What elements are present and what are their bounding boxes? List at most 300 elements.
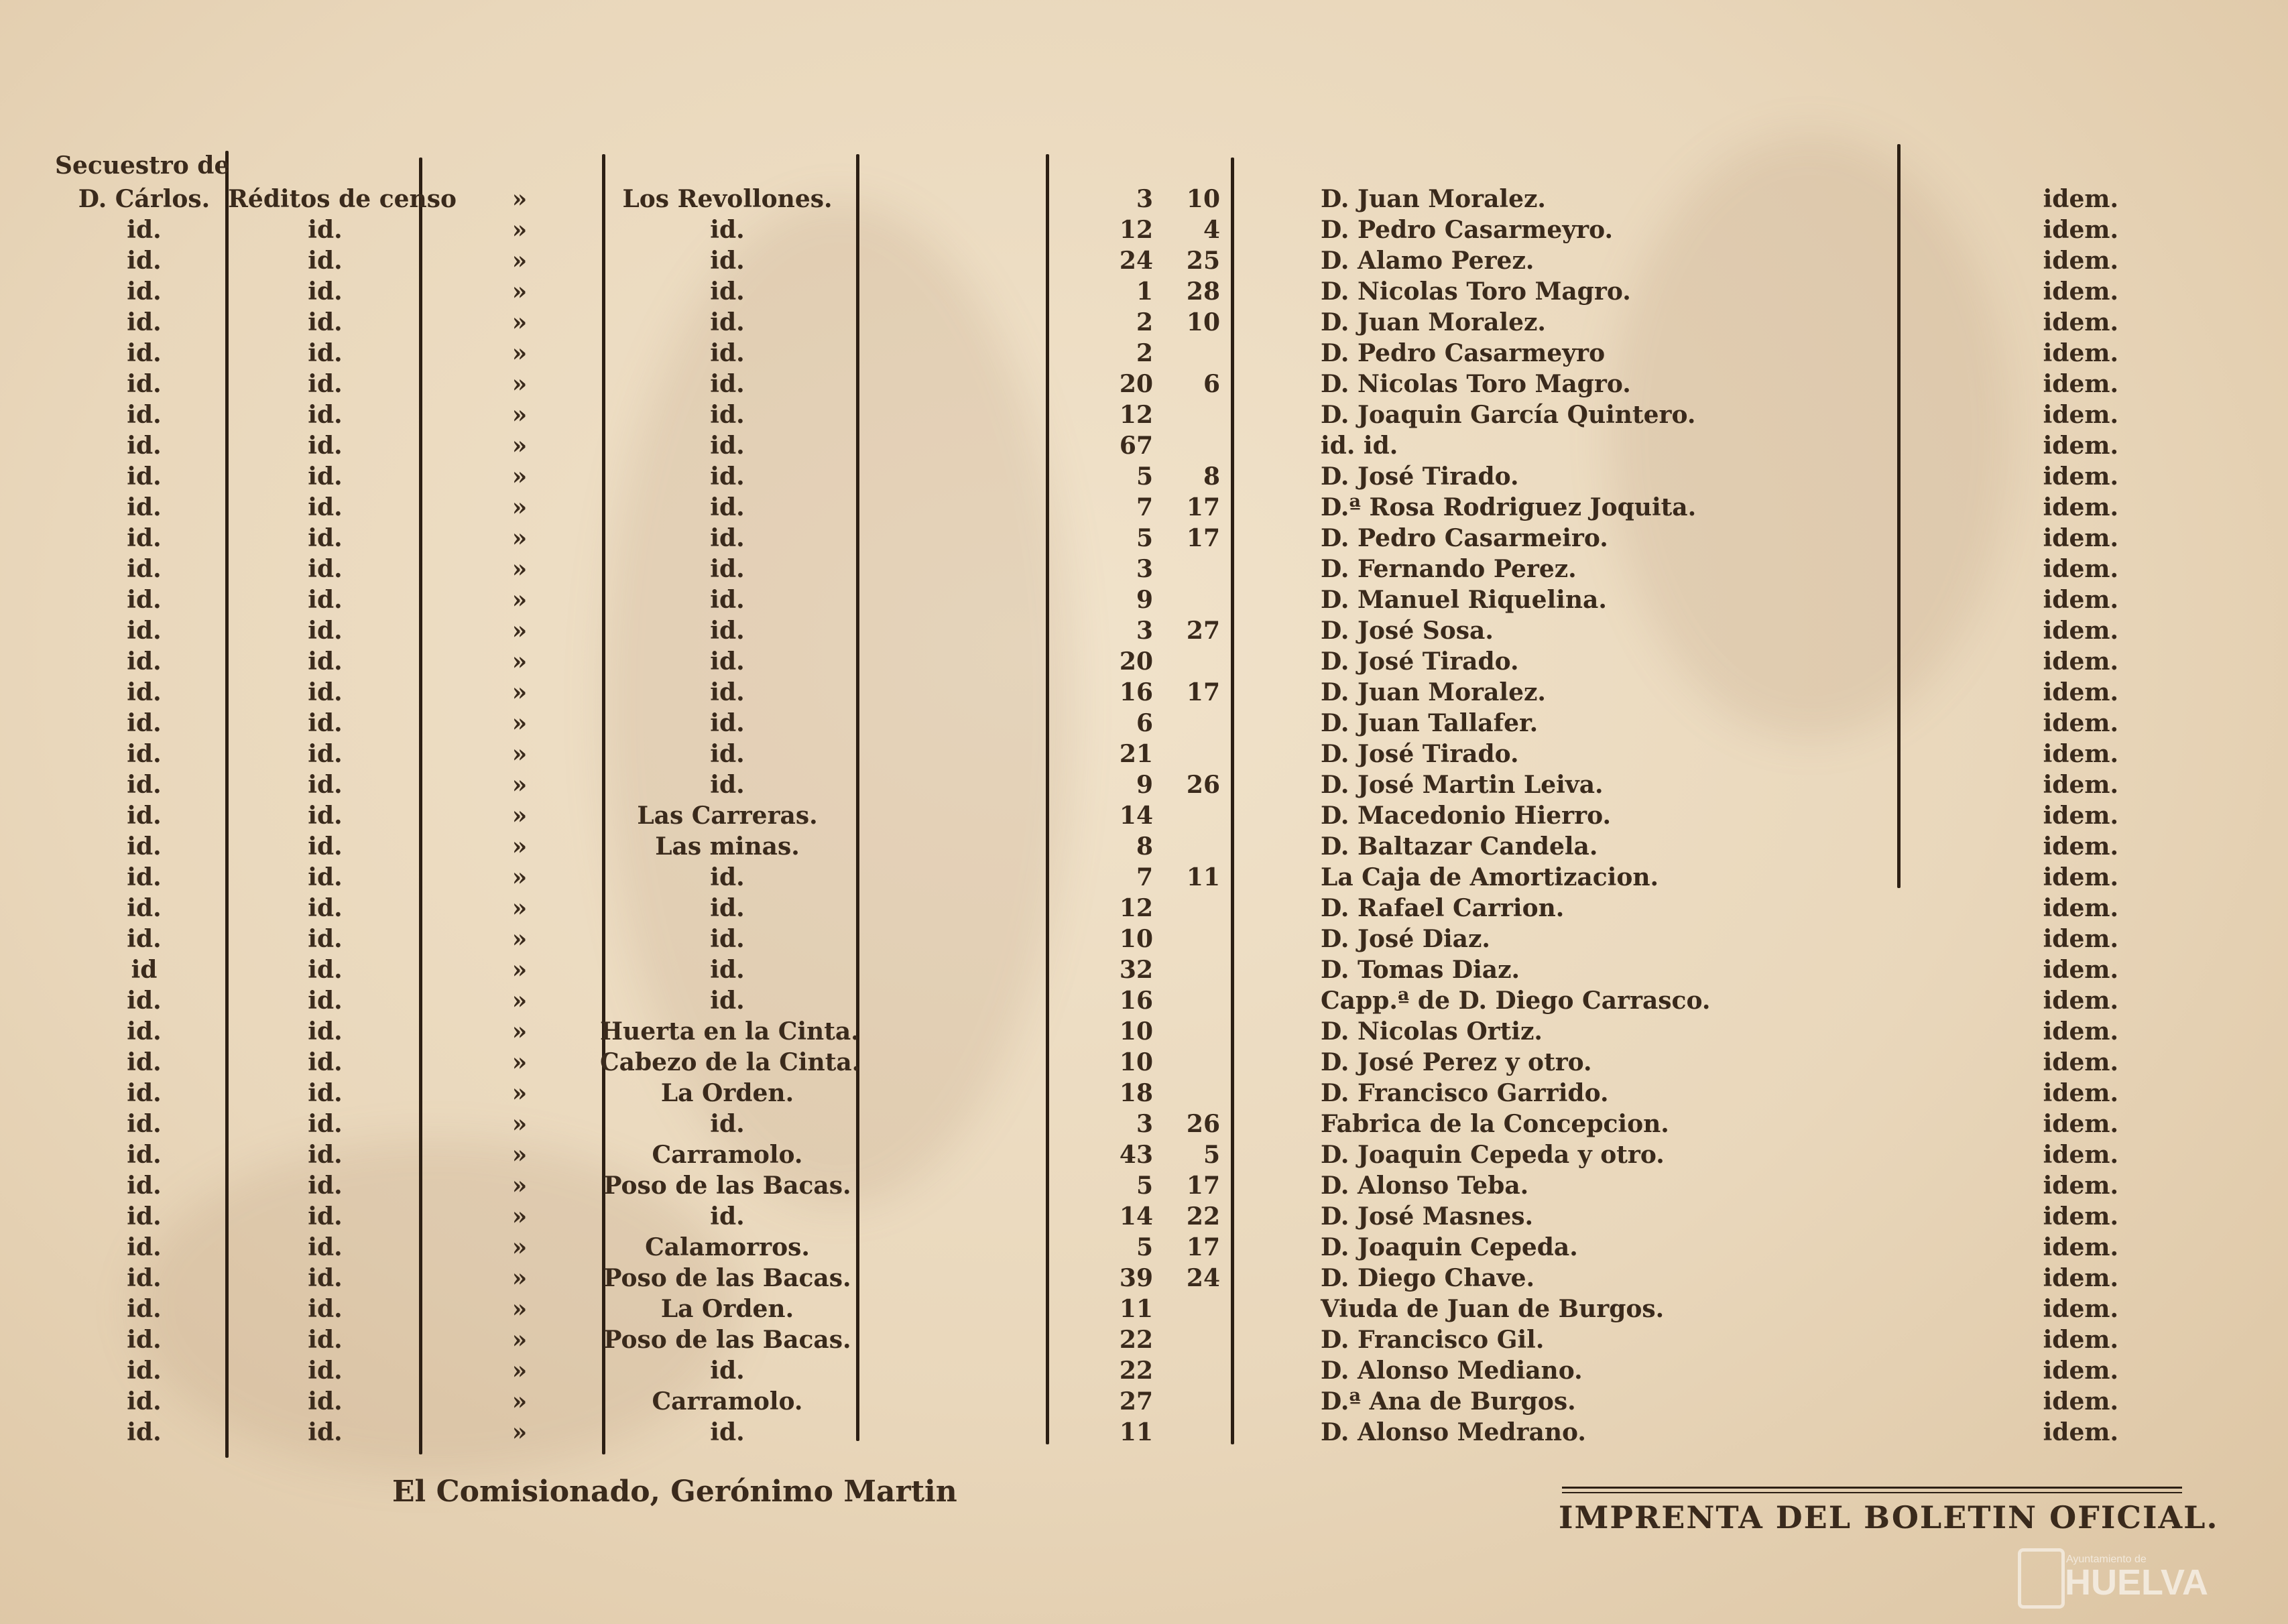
row-col5: 10: [1119, 1017, 1153, 1046]
row-col4: id.: [710, 216, 745, 244]
row-col2: id.: [308, 401, 343, 429]
row-col5: 11: [1119, 1418, 1153, 1446]
row-col7: D. Joaquin Cepeda y otro.: [1321, 1141, 1665, 1169]
table-row: [0, 399, 2288, 430]
row-col8: idem.: [2043, 1264, 2118, 1292]
row-col3: »: [511, 956, 528, 984]
row-col6: 11: [1186, 863, 1220, 891]
row-col2: id.: [308, 1202, 343, 1231]
watermark-subtitle: Ayuntamiento de: [2066, 1554, 2147, 1565]
table-row: [0, 1294, 2288, 1324]
row-col1: id: [131, 956, 158, 984]
row-col4: id.: [710, 339, 745, 367]
row-col3: »: [511, 432, 528, 460]
row-col3: »: [511, 247, 528, 275]
row-col5: 5: [1136, 462, 1153, 491]
row-col3: »: [511, 802, 528, 830]
row-col4: id.: [710, 432, 745, 460]
row-col8: idem.: [2043, 709, 2118, 737]
row-col1: id.: [127, 925, 162, 953]
row-col5: 22: [1119, 1326, 1153, 1354]
row-col2: id.: [308, 216, 343, 244]
row-col7: Capp.ª de D. Diego Carrasco.: [1321, 987, 1711, 1015]
row-col4: id.: [710, 370, 745, 398]
row-col6: 28: [1186, 277, 1220, 306]
header-row: [0, 184, 2288, 214]
row-col1: id.: [127, 462, 162, 491]
row-col3: »: [511, 1202, 528, 1231]
row-col2: id.: [308, 1079, 343, 1107]
row-col3: »: [511, 1326, 528, 1354]
row-col2: id.: [308, 1141, 343, 1169]
row-col4: id.: [710, 493, 745, 521]
row-col4: id.: [710, 771, 745, 799]
row-col4: Cabezo de la Cinta.: [600, 1048, 861, 1076]
row-col3: »: [511, 1079, 528, 1107]
row-col3: »: [511, 1110, 528, 1138]
table-row: [0, 985, 2288, 1016]
row-col7: Viuda de Juan de Burgos.: [1321, 1295, 1665, 1323]
row-col8: idem.: [2043, 216, 2118, 244]
row-col4: id.: [710, 925, 745, 953]
row-col5: 7: [1136, 863, 1153, 891]
row-col1: id.: [127, 1202, 162, 1231]
row-col1: id.: [127, 493, 162, 521]
row-col7: D. Nicolas Ortiz.: [1321, 1017, 1543, 1046]
header-col2: Réditos de censo: [228, 185, 457, 213]
row-col2: id.: [308, 925, 343, 953]
row-col5: 21: [1119, 740, 1153, 768]
table-row: [0, 954, 2288, 985]
row-col5: 3: [1136, 1110, 1153, 1138]
row-col5: 24: [1119, 247, 1153, 275]
row-col3: »: [511, 678, 528, 706]
row-col4: Carramolo.: [652, 1141, 803, 1169]
row-col4: Huerta en la Cinta.: [600, 1017, 859, 1046]
row-col2: id.: [308, 277, 343, 306]
row-col1: id.: [127, 216, 162, 244]
row-col5: 11: [1119, 1295, 1153, 1323]
row-col2: id.: [308, 339, 343, 367]
table-row: [0, 739, 2288, 769]
row-col5: 22: [1119, 1357, 1153, 1385]
row-col1: id.: [127, 1079, 162, 1107]
row-col3: »: [511, 1295, 528, 1323]
row-col8: idem.: [2043, 956, 2118, 984]
row-col1: id.: [127, 678, 162, 706]
row-col5: 9: [1136, 586, 1153, 614]
row-col5: 43: [1119, 1141, 1153, 1169]
row-col5: 1: [1136, 277, 1153, 306]
row-col4: id.: [710, 586, 745, 614]
row-col7: D. José Diaz.: [1321, 925, 1490, 953]
row-col8: idem.: [2043, 863, 2118, 891]
row-col7: D. Alamo Perez.: [1321, 247, 1534, 275]
row-col4: id.: [710, 308, 745, 336]
table-row: [0, 523, 2288, 554]
row-col3: »: [511, 709, 528, 737]
row-col5: 6: [1136, 709, 1153, 737]
row-col1: id.: [127, 308, 162, 336]
row-col1: id.: [127, 740, 162, 768]
row-col3: »: [511, 586, 528, 614]
row-col2: id.: [308, 771, 343, 799]
row-col1: id.: [127, 586, 162, 614]
row-col3: »: [511, 1387, 528, 1416]
row-col7: D.ª Ana de Burgos.: [1321, 1387, 1576, 1416]
row-col2: id.: [308, 247, 343, 275]
row-col8: idem.: [2043, 555, 2118, 583]
table-row: [0, 584, 2288, 615]
row-col8: idem.: [2043, 524, 2118, 552]
row-col8: idem.: [2043, 647, 2118, 676]
table-row: [0, 1016, 2288, 1047]
table-row: [0, 615, 2288, 646]
row-col2: id.: [308, 987, 343, 1015]
row-col7: D. Juan Tallafer.: [1321, 709, 1539, 737]
row-col3: »: [511, 277, 528, 306]
row-col7: D. José Perez y otro.: [1321, 1048, 1592, 1076]
row-col2: id.: [308, 894, 343, 922]
row-col6: 25: [1186, 247, 1220, 275]
row-col7: D.ª Rosa Rodriguez Joquita.: [1321, 493, 1697, 521]
row-col7: D. José Tirado.: [1321, 647, 1519, 676]
table-row: [0, 769, 2288, 800]
header-col8: idem.: [2043, 185, 2118, 213]
row-col4: id.: [710, 401, 745, 429]
row-col2: id.: [308, 1295, 343, 1323]
row-col7: D. Pedro Casarmeyro: [1321, 339, 1606, 367]
row-col1: id.: [127, 617, 162, 645]
row-col2: id.: [308, 1172, 343, 1200]
row-col7: D. José Tirado.: [1321, 740, 1519, 768]
row-col4: Calamorros.: [645, 1233, 810, 1261]
row-col2: id.: [308, 308, 343, 336]
row-col2: id.: [308, 370, 343, 398]
row-col1: id.: [127, 1233, 162, 1261]
table-row: [0, 338, 2288, 369]
row-col5: 2: [1136, 308, 1153, 336]
row-col5: 27: [1119, 1387, 1153, 1416]
table-row: [0, 1109, 2288, 1139]
row-col8: idem.: [2043, 1295, 2118, 1323]
row-col4: id.: [710, 647, 745, 676]
table-row: [0, 1232, 2288, 1263]
row-col2: id.: [308, 617, 343, 645]
row-col8: idem.: [2043, 586, 2118, 614]
row-col4: id.: [710, 524, 745, 552]
row-col2: id.: [308, 709, 343, 737]
row-col5: 5: [1136, 1172, 1153, 1200]
row-col3: »: [511, 740, 528, 768]
row-col1: id.: [127, 802, 162, 830]
row-col7: D. Baltazar Candela.: [1321, 832, 1598, 861]
row-col1: id.: [127, 277, 162, 306]
row-col3: »: [511, 1172, 528, 1200]
row-col5: 12: [1119, 401, 1153, 429]
table-row: [0, 430, 2288, 461]
row-col7: La Caja de Amortizacion.: [1321, 863, 1659, 891]
row-col8: idem.: [2043, 1202, 2118, 1231]
header-col1-line1: Secuestro de: [55, 151, 230, 180]
row-col3: »: [511, 1418, 528, 1446]
table-row: [0, 276, 2288, 307]
row-col1: id.: [127, 339, 162, 367]
row-col2: id.: [308, 1387, 343, 1416]
row-col2: id.: [308, 555, 343, 583]
row-col5: 8: [1136, 832, 1153, 861]
row-col7: D. Macedonio Hierro.: [1321, 802, 1612, 830]
row-col2: id.: [308, 1017, 343, 1046]
row-col2: id.: [308, 1048, 343, 1076]
row-col5: 18: [1119, 1079, 1153, 1107]
table-row: [0, 307, 2288, 338]
row-col2: id.: [308, 1110, 343, 1138]
table-row: [0, 1324, 2288, 1355]
row-col4: id.: [710, 1202, 745, 1231]
row-col5: 7: [1136, 493, 1153, 521]
row-col4: Las Carreras.: [637, 802, 818, 830]
row-col2: id.: [308, 493, 343, 521]
row-col5: 2: [1136, 339, 1153, 367]
row-col5: 39: [1119, 1264, 1153, 1292]
row-col4: id.: [710, 462, 745, 491]
row-col7: D. Pedro Casarmeyro.: [1321, 216, 1614, 244]
row-col1: id.: [127, 863, 162, 891]
row-col8: idem.: [2043, 1110, 2118, 1138]
row-col5: 3: [1136, 555, 1153, 583]
row-col3: »: [511, 1357, 528, 1385]
row-col7: D. Juan Moralez.: [1321, 678, 1546, 706]
row-col8: idem.: [2043, 1326, 2118, 1354]
header-col1-line2: D. Cárlos.: [78, 185, 210, 213]
row-col1: id.: [127, 1141, 162, 1169]
row-col6: 17: [1186, 1172, 1220, 1200]
row-col4: La Orden.: [660, 1079, 794, 1107]
table-row: [0, 214, 2288, 245]
row-col5: 9: [1136, 771, 1153, 799]
row-col7: D. Alonso Teba.: [1321, 1172, 1529, 1200]
row-col8: idem.: [2043, 1387, 2118, 1416]
row-col2: id.: [308, 740, 343, 768]
row-col8: idem.: [2043, 493, 2118, 521]
table-row: [0, 492, 2288, 523]
row-col8: idem.: [2043, 401, 2118, 429]
row-col5: 5: [1136, 524, 1153, 552]
row-col3: »: [511, 1048, 528, 1076]
row-col1: id.: [127, 771, 162, 799]
row-col6: 17: [1186, 493, 1220, 521]
table-row: [0, 1047, 2288, 1078]
header-col5: 3: [1136, 185, 1153, 213]
row-col5: 3: [1136, 617, 1153, 645]
row-col4: id.: [710, 247, 745, 275]
row-col3: »: [511, 1017, 528, 1046]
row-col4: Poso de las Bacas.: [603, 1172, 851, 1200]
table-row: [0, 708, 2288, 739]
watermark-name: HUELVA: [2065, 1562, 2208, 1603]
row-col8: idem.: [2043, 247, 2118, 275]
row-col2: id.: [308, 1357, 343, 1385]
row-col3: »: [511, 925, 528, 953]
row-col3: »: [511, 894, 528, 922]
row-col6: 10: [1186, 308, 1220, 336]
table-row: [0, 1355, 2288, 1386]
row-col3: »: [511, 1233, 528, 1261]
row-col5: 10: [1119, 1048, 1153, 1076]
row-col4: id.: [710, 277, 745, 306]
row-col2: id.: [308, 832, 343, 861]
row-col5: 12: [1119, 894, 1153, 922]
row-col3: »: [511, 832, 528, 861]
row-col4: id.: [710, 555, 745, 583]
row-col2: id.: [308, 956, 343, 984]
row-col8: idem.: [2043, 1141, 2118, 1169]
row-col8: idem.: [2043, 771, 2118, 799]
row-col2: id.: [308, 678, 343, 706]
table-row: [0, 369, 2288, 399]
row-col1: id.: [127, 401, 162, 429]
row-col4: id.: [710, 709, 745, 737]
row-col8: idem.: [2043, 308, 2118, 336]
row-col8: idem.: [2043, 432, 2118, 460]
row-col8: idem.: [2043, 678, 2118, 706]
row-col7: D. Pedro Casarmeiro.: [1321, 524, 1608, 552]
row-col8: idem.: [2043, 462, 2118, 491]
row-col2: id.: [308, 863, 343, 891]
row-col1: id.: [127, 647, 162, 676]
row-col8: idem.: [2043, 339, 2118, 367]
header-col3: »: [511, 185, 528, 213]
row-col6: 6: [1203, 370, 1220, 398]
table-row: [0, 1201, 2288, 1232]
row-col8: idem.: [2043, 277, 2118, 306]
row-col7: D. Tomas Diaz.: [1321, 956, 1520, 984]
header-col4: Los Revollones.: [622, 185, 833, 213]
row-col7: id. id.: [1321, 432, 1398, 460]
table-row: [0, 1386, 2288, 1417]
row-col1: id.: [127, 894, 162, 922]
row-col3: »: [511, 524, 528, 552]
row-col2: id.: [308, 432, 343, 460]
row-col3: »: [511, 401, 528, 429]
row-col3: »: [511, 493, 528, 521]
row-col4: id.: [710, 1357, 745, 1385]
row-col3: »: [511, 1264, 528, 1292]
row-col5: 16: [1119, 678, 1153, 706]
row-col4: id.: [710, 740, 745, 768]
table-row: [0, 1170, 2288, 1201]
row-col7: D. José Masnes.: [1321, 1202, 1534, 1231]
row-col3: »: [511, 216, 528, 244]
row-col7: D. Nicolas Toro Magro.: [1321, 370, 1631, 398]
row-col1: id.: [127, 1418, 162, 1446]
row-col2: id.: [308, 586, 343, 614]
table-row: [0, 1078, 2288, 1109]
row-col5: 5: [1136, 1233, 1153, 1261]
row-col1: id.: [127, 1357, 162, 1385]
row-col8: idem.: [2043, 1048, 2118, 1076]
row-col8: idem.: [2043, 832, 2118, 861]
row-col7: D. Juan Moralez.: [1321, 308, 1546, 336]
table-row: [0, 677, 2288, 708]
row-col2: id.: [308, 524, 343, 552]
row-col8: idem.: [2043, 925, 2118, 953]
table-row: [0, 1417, 2288, 1448]
row-col6: 8: [1203, 462, 1220, 491]
row-col6: 17: [1186, 524, 1220, 552]
row-col3: »: [511, 647, 528, 676]
row-col2: id.: [308, 1233, 343, 1261]
row-col1: id.: [127, 1295, 162, 1323]
table-row: [0, 800, 2288, 831]
row-col8: idem.: [2043, 987, 2118, 1015]
row-col4: id.: [710, 987, 745, 1015]
row-col7: D. Nicolas Toro Magro.: [1321, 277, 1631, 306]
printer-imprint: IMPRENTA DEL BOLETIN OFICIAL.: [1559, 1499, 2219, 1536]
row-col8: idem.: [2043, 617, 2118, 645]
row-col3: »: [511, 370, 528, 398]
row-col5: 14: [1119, 802, 1153, 830]
row-col7: D. Rafael Carrion.: [1321, 894, 1565, 922]
row-col6: 17: [1186, 1233, 1220, 1261]
row-col7: Fabrica de la Concepcion.: [1321, 1110, 1669, 1138]
row-col3: »: [511, 555, 528, 583]
table-row: [0, 893, 2288, 924]
table-row: [0, 831, 2288, 862]
row-col5: 16: [1119, 987, 1153, 1015]
table-row: [0, 461, 2288, 492]
row-col7: D. Francisco Garrido.: [1321, 1079, 1609, 1107]
row-col3: »: [511, 987, 528, 1015]
header-col6: 10: [1186, 185, 1220, 213]
row-col1: id.: [127, 1387, 162, 1416]
row-col7: D. Diego Chave.: [1321, 1264, 1535, 1292]
row-col2: id.: [308, 462, 343, 491]
row-col1: id.: [127, 1110, 162, 1138]
row-col1: id.: [127, 1017, 162, 1046]
row-col2: id.: [308, 647, 343, 676]
row-col1: id.: [127, 987, 162, 1015]
row-col5: 14: [1119, 1202, 1153, 1231]
row-col5: 67: [1119, 432, 1153, 460]
table-row: [0, 554, 2288, 584]
row-col5: 20: [1119, 647, 1153, 676]
row-col8: idem.: [2043, 802, 2118, 830]
table-row: [0, 1139, 2288, 1170]
row-col1: id.: [127, 555, 162, 583]
row-col4: Las minas.: [655, 832, 800, 861]
row-col6: 22: [1186, 1202, 1220, 1231]
row-col6: 26: [1186, 1110, 1220, 1138]
row-col4: Carramolo.: [652, 1387, 803, 1416]
row-col5: 20: [1119, 370, 1153, 398]
row-col6: 24: [1186, 1264, 1220, 1292]
row-col1: id.: [127, 1264, 162, 1292]
row-col4: Poso de las Bacas.: [603, 1264, 851, 1292]
row-col8: idem.: [2043, 1233, 2118, 1261]
row-col3: »: [511, 462, 528, 491]
row-col1: id.: [127, 1172, 162, 1200]
signature-line: El Comisionado, Gerónimo Martin: [392, 1475, 957, 1509]
row-col6: 17: [1186, 678, 1220, 706]
row-col2: id.: [308, 802, 343, 830]
row-col8: idem.: [2043, 370, 2118, 398]
row-col7: D. José Sosa.: [1321, 617, 1494, 645]
row-col4: id.: [710, 894, 745, 922]
row-col8: idem.: [2043, 1079, 2118, 1107]
row-col3: »: [511, 617, 528, 645]
